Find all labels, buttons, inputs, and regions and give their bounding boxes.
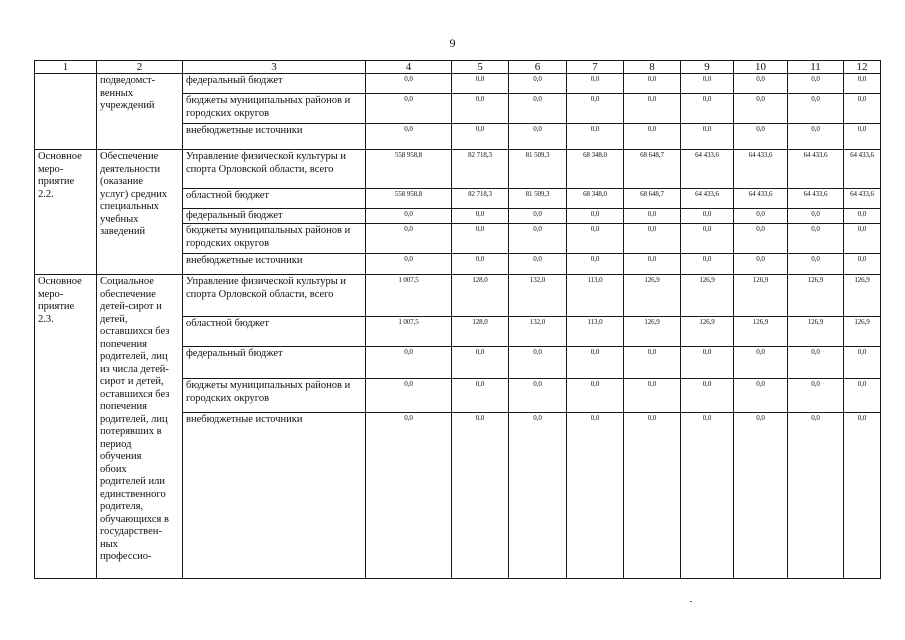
amount-cell: 0,0 — [624, 254, 681, 275]
activity-code-cell: Основное меро- приятие 2.3. — [35, 275, 97, 579]
activity-name-cell: Обеспечение деятельности (оказание услуг) средних специальных учебных заведений — [97, 150, 183, 275]
amount-cell: 0,0 — [734, 224, 788, 254]
amount-cell: 81 509,3 — [509, 150, 567, 189]
header-cell: 3 — [183, 61, 366, 74]
header-cell: 12 — [844, 61, 881, 74]
table-row — [35, 150, 881, 189]
funding-source-cell: Управление физической культуры и спорта Орловской области, всего — [183, 275, 366, 317]
amount-cell: 126,9 — [681, 275, 734, 317]
amount-cell: 0,0 — [567, 74, 624, 94]
amount-cell: 64 433,6 — [844, 189, 881, 209]
amount-cell: 0,0 — [366, 224, 452, 254]
amount-cell: 0,0 — [844, 254, 881, 275]
amount-cell: 64 433,6 — [844, 150, 881, 189]
amount-cell: 0,0 — [788, 347, 844, 379]
amount-cell: 0,0 — [788, 74, 844, 94]
amount-cell: 0,0 — [366, 254, 452, 275]
amount-cell: 0,0 — [624, 224, 681, 254]
table-row — [35, 74, 881, 94]
amount-cell: 0,0 — [509, 379, 567, 413]
amount-cell: 0,0 — [681, 124, 734, 150]
activity-name-cell: Социальное обеспечение детей-сирот и детей, оставшихся без попечения родителей, лиц из числа детей- сирот и детей, оставшихся без попечения родителей, лиц потерявших в период обучения обоих родителей или единственного родителя, обучающихся в государствен- ных профессио- — [97, 275, 183, 579]
amount-cell: 0,0 — [788, 224, 844, 254]
amount-cell: 0,0 — [567, 94, 624, 124]
amount-cell: 0,0 — [681, 94, 734, 124]
budget-table — [34, 60, 881, 579]
amount-cell: 0,0 — [681, 413, 734, 579]
amount-cell: 0,0 — [567, 347, 624, 379]
amount-cell: 0,0 — [366, 209, 452, 224]
amount-cell: 0,0 — [624, 94, 681, 124]
amount-cell: 126,9 — [624, 317, 681, 347]
amount-cell: 126,9 — [681, 317, 734, 347]
amount-cell: 0,0 — [509, 347, 567, 379]
funding-source-cell: бюджеты муниципальных районов и городских округов — [183, 379, 366, 413]
header-cell: 9 — [681, 61, 734, 74]
amount-cell: 0,0 — [567, 209, 624, 224]
amount-cell: 0,0 — [681, 224, 734, 254]
amount-cell: 0,0 — [734, 254, 788, 275]
amount-cell: 113,0 — [567, 317, 624, 347]
amount-cell: 68 648,7 — [624, 189, 681, 209]
amount-cell: 0,0 — [788, 413, 844, 579]
amount-cell: 64 433,6 — [788, 150, 844, 189]
amount-cell: 0,0 — [452, 379, 509, 413]
amount-cell: 0,0 — [366, 347, 452, 379]
activity-code-cell: Основное меро- приятие 2.2. — [35, 150, 97, 275]
amount-cell: 0,0 — [681, 379, 734, 413]
amount-cell: 0,0 — [844, 124, 881, 150]
amount-cell: 0,0 — [452, 209, 509, 224]
scan-speck — [690, 601, 692, 602]
amount-cell: 64 433,6 — [734, 189, 788, 209]
amount-cell: 0,0 — [366, 124, 452, 150]
amount-cell: 0,0 — [844, 209, 881, 224]
activity-name-cell: подведомст- венных учреждений — [97, 74, 183, 150]
amount-cell: 558 958,8 — [366, 150, 452, 189]
funding-source-cell: внебюджетные источники — [183, 254, 366, 275]
amount-cell: 0,0 — [509, 224, 567, 254]
amount-cell: 0,0 — [788, 254, 844, 275]
amount-cell: 0,0 — [788, 124, 844, 150]
funding-source-cell: Управление физической культуры и спорта Орловской области, всего — [183, 150, 366, 189]
amount-cell: 126,9 — [734, 317, 788, 347]
funding-source-cell: внебюджетные источники — [183, 124, 366, 150]
amount-cell: 0,0 — [624, 124, 681, 150]
amount-cell: 128,0 — [452, 275, 509, 317]
amount-cell: 0,0 — [509, 413, 567, 579]
amount-cell: 0,0 — [567, 224, 624, 254]
funding-source-cell: федеральный бюджет — [183, 209, 366, 224]
header-cell: 2 — [97, 61, 183, 74]
amount-cell: 126,9 — [734, 275, 788, 317]
funding-source-cell: федеральный бюджет — [183, 347, 366, 379]
amount-cell: 0,0 — [509, 209, 567, 224]
activity-code-cell — [35, 74, 97, 150]
amount-cell: 0,0 — [366, 74, 452, 94]
amount-cell: 0,0 — [734, 347, 788, 379]
amount-cell: 0,0 — [509, 254, 567, 275]
amount-cell: 0,0 — [788, 94, 844, 124]
amount-cell: 0,0 — [734, 124, 788, 150]
amount-cell: 0,0 — [366, 379, 452, 413]
amount-cell: 126,9 — [844, 275, 881, 317]
amount-cell: 0,0 — [624, 379, 681, 413]
amount-cell: 126,9 — [844, 317, 881, 347]
amount-cell: 132,0 — [509, 317, 567, 347]
amount-cell: 0,0 — [509, 74, 567, 94]
amount-cell: 126,9 — [788, 317, 844, 347]
amount-cell: 0,0 — [734, 94, 788, 124]
amount-cell: 0,0 — [788, 379, 844, 413]
amount-cell: 0,0 — [734, 379, 788, 413]
amount-cell: 0,0 — [452, 224, 509, 254]
amount-cell: 0,0 — [452, 413, 509, 579]
amount-cell: 0,0 — [844, 224, 881, 254]
amount-cell: 0,0 — [452, 94, 509, 124]
amount-cell: 0,0 — [366, 94, 452, 124]
amount-cell: 132,0 — [509, 275, 567, 317]
amount-cell: 0,0 — [624, 413, 681, 579]
amount-cell: 0,0 — [844, 74, 881, 94]
amount-cell: 0,0 — [844, 347, 881, 379]
funding-source-cell: внебюджетные источники — [183, 413, 366, 579]
funding-source-cell: бюджеты муниципальных районов и городских округов — [183, 94, 366, 124]
amount-cell: 64 433,6 — [681, 150, 734, 189]
amount-cell: 0,0 — [366, 413, 452, 579]
header-cell: 5 — [452, 61, 509, 74]
amount-cell: 0,0 — [624, 347, 681, 379]
amount-cell: 0,0 — [452, 254, 509, 275]
header-cell: 8 — [624, 61, 681, 74]
amount-cell: 68 348,0 — [567, 150, 624, 189]
funding-source-cell: бюджеты муниципальных районов и городских округов — [183, 224, 366, 254]
amount-cell: 64 433,6 — [788, 189, 844, 209]
header-cell: 1 — [35, 61, 97, 74]
amount-cell: 0,0 — [788, 209, 844, 224]
amount-cell: 0,0 — [681, 209, 734, 224]
header-cell: 4 — [366, 61, 452, 74]
amount-cell: 558 958,8 — [366, 189, 452, 209]
amount-cell: 0,0 — [509, 124, 567, 150]
header-cell: 11 — [788, 61, 844, 74]
funding-source-cell: федеральный бюджет — [183, 74, 366, 94]
header-cell: 10 — [734, 61, 788, 74]
amount-cell: 82 718,3 — [452, 189, 509, 209]
amount-cell: 82 718,3 — [452, 150, 509, 189]
amount-cell: 0,0 — [567, 254, 624, 275]
amount-cell: 0,0 — [452, 347, 509, 379]
amount-cell: 0,0 — [734, 413, 788, 579]
amount-cell: 0,0 — [681, 347, 734, 379]
page-number: 9 — [449, 36, 456, 50]
amount-cell: 64 433,6 — [681, 189, 734, 209]
funding-source-cell: областной бюджет — [183, 317, 366, 347]
amount-cell: 0,0 — [681, 74, 734, 94]
amount-cell: 113,0 — [567, 275, 624, 317]
header-row — [35, 61, 881, 74]
amount-cell: 0,0 — [452, 124, 509, 150]
header-cell: 7 — [567, 61, 624, 74]
amount-cell: 0,0 — [681, 254, 734, 275]
amount-cell: 0,0 — [567, 379, 624, 413]
amount-cell: 0,0 — [844, 379, 881, 413]
amount-cell: 126,9 — [624, 275, 681, 317]
amount-cell: 64 433,6 — [734, 150, 788, 189]
amount-cell: 0,0 — [844, 413, 881, 579]
amount-cell: 1 007,5 — [366, 317, 452, 347]
table-row — [35, 275, 881, 317]
amount-cell: 1 007,5 — [366, 275, 452, 317]
amount-cell: 0,0 — [452, 74, 509, 94]
header-cell: 6 — [509, 61, 567, 74]
funding-source-cell: областной бюджет — [183, 189, 366, 209]
amount-cell: 0,0 — [844, 94, 881, 124]
amount-cell: 0,0 — [509, 94, 567, 124]
amount-cell: 68 648,7 — [624, 150, 681, 189]
amount-cell: 0,0 — [734, 209, 788, 224]
amount-cell: 128,0 — [452, 317, 509, 347]
amount-cell: 68 348,0 — [567, 189, 624, 209]
amount-cell: 0,0 — [567, 124, 624, 150]
amount-cell: 0,0 — [567, 413, 624, 579]
amount-cell: 0,0 — [734, 74, 788, 94]
amount-cell: 126,9 — [788, 275, 844, 317]
amount-cell: 81 509,3 — [509, 189, 567, 209]
amount-cell: 0,0 — [624, 209, 681, 224]
amount-cell: 0,0 — [624, 74, 681, 94]
